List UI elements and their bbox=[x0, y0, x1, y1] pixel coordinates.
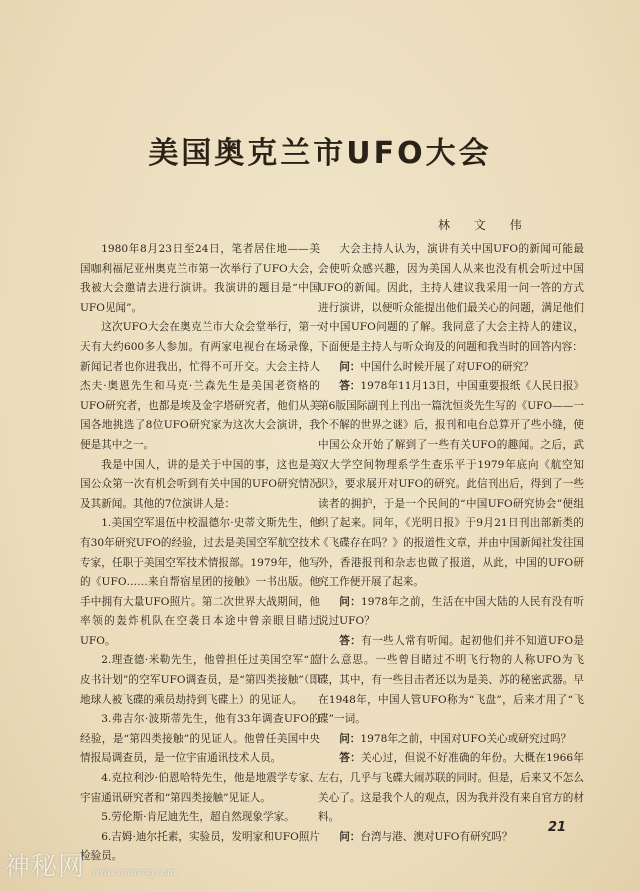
qa-paragraph bbox=[318, 632, 584, 730]
qa-text: 1978年之前，中国对UFO关心或研究过吗？ bbox=[360, 732, 572, 745]
watermark-url: www.smwang.com bbox=[92, 868, 177, 878]
qa-label: 答： bbox=[339, 752, 361, 765]
qa-label: 问： bbox=[339, 595, 361, 608]
qa-text: 中国什么时候开展了对UFO的研究？ bbox=[360, 360, 534, 373]
qa-text: 台湾与港、澳对UFO有研究吗？ bbox=[360, 830, 513, 843]
body-paragraph: 5.劳伦斯·肯尼迪先生，超自然现象学家。 bbox=[101, 811, 295, 824]
qa-text: 1978年11月13日，中国重要报纸《人民日报》第6版国际副刊上刊出一篇沈恒炎先生写的《UFO——一个不解的世界之谜》后，报刊和电台总算开了些小缝，使中国公众开始了解到了一些有关UFO的趣闻。之后，武汉大学空间物理系学生查乐平于1979年底向《航空知识》，要求展开对UFO的研究。此信刊出后，得到了一些读者的拥护，于是一个民间的“中国UFO研究协会”便组织了起来。同年，《光明日报》于9月21日刊出部新类的《飞碟存在吗？》的报道性文章，并由中国新闻社发往国外，香港报刊和杂志也做了报道，从此，中国的UFO研究工作便开展了起来。 bbox=[318, 380, 585, 589]
page-number: 21 bbox=[548, 820, 567, 835]
qa-paragraph bbox=[318, 730, 584, 750]
qa-label: 问： bbox=[339, 732, 361, 745]
body-paragraph: 1.美国空军退伍中校温德尔·史蒂文斯先生，他有30年研究UFO的经验，过去是美国空军航空技术专家，任职于美国空军技术情报部。1979年，他写的《UFO……来自帮宿星团的接触》一书出版。他手中拥有大量UFO照片。第二次世界大战期间，他率领的轰炸机队在空袭日本途中曾亲眼目睹过UFO。 bbox=[80, 517, 320, 647]
site-watermark bbox=[4, 846, 176, 883]
qa-paragraph bbox=[318, 828, 584, 848]
qa-label: 答： bbox=[339, 634, 362, 647]
qa-paragraph bbox=[318, 593, 584, 632]
body-paragraph: 3.弗吉尔·波斯蒂先生，他有33年调查UFO的经验，是“第四类接触”的见证人。他曾任美国中央情报局调查员，是一位宇宙通讯技术人员。 bbox=[80, 713, 320, 765]
body-paragraph: 这次UFO大会在奥克兰市大众会堂举行，第一天有大约600多人参加。有两家电视台在场录像，新闻记者也你进我出，忙得不可开交。大会主持人杰夫·奥恩先生和马克·兰森先生是美国老资格的UFO研究者，也都是埃及金字塔研究者，他们从美国各地挑选了8位UFO研究家为这次大会演讲，我便是其中之一。 bbox=[80, 321, 320, 451]
article-title: 美国奥克兰市UFO大会 bbox=[148, 136, 492, 171]
qa-label: 问： bbox=[339, 360, 361, 373]
author-byline: 林 文 伟 bbox=[438, 218, 532, 232]
left-column bbox=[80, 240, 320, 867]
body-paragraph: 4.克拉利沙·伯恩哈特先生，他是地震学专家、宇宙通讯研究者和“第四类接触”见证人。 bbox=[80, 772, 320, 804]
qa-paragraph bbox=[318, 377, 584, 593]
qa-paragraph bbox=[318, 749, 584, 827]
body-paragraph: 我是中国人，讲的是关于中国的事，这也是美国公众第一次有机会听到有关中国的UFO研究情况及其新闻。其他的7位演讲人是： bbox=[80, 458, 320, 510]
body-paragraph: 6.吉姆·迪尔托素，实验员，发明家和UFO照片检验员。 bbox=[80, 830, 320, 863]
qa-text: 有一些人常有听闻。起初他们并不知道UFO是什么意思。一些曾目睹过不明飞行物的人称UFO为飞碟，其中，有一些目击者还以为是美、苏的秘密武器。早在1948年，中国人管UFO称为“飞盘”，后来才用了“飞碟”一词。 bbox=[318, 634, 584, 726]
watermark-text: 神秘网 bbox=[4, 852, 86, 882]
qa-label: 问： bbox=[339, 830, 361, 843]
body-paragraph: 2.理查德·米勒先生，他曾担任过美国空军“蓝皮书计划”的空军UFO调查员，是“第四类接触”（即地球人被飞碟的乘员劫持到飞碟上）的见证人。 bbox=[80, 654, 320, 706]
body-paragraph: 大会主持人认为，演讲有关中国UFO的新闻可能最会使听众感兴趣，因为美国人从来也没有机会听过中国UFO的新闻。因此，主持人建议我采用一问一答的方式进行演讲，以便听众能提出他们最关心的问题，满足他们对中国UFO问题的了解。我同意了大会主持人的建议，下面便是主持人与听众询及的问题和我当时的回答内容： bbox=[318, 243, 584, 353]
body-paragraph: 1980年8月23日至24日，笔者居住地——美国咖利福尼亚州奥克兰市第一次举行了UFO大会，我被大会邀请去进行演讲。我演讲的题目是“中国UFO见闻”。 bbox=[80, 243, 320, 314]
qa-label: 答： bbox=[339, 380, 361, 393]
qa-paragraph bbox=[318, 358, 584, 378]
qa-text: 1978年之前，生活在中国大陆的人民有没有听说过UFO？ bbox=[318, 595, 585, 628]
right-column bbox=[318, 240, 584, 847]
qa-text: 关心过，但说不好准确的年份。大概在1966年左右，几乎与飞碟大闹苏联的同时。但是，后来又不怎么关心了。这是我个人的观点，因为我并没有来自官方的材料。 bbox=[318, 752, 585, 824]
